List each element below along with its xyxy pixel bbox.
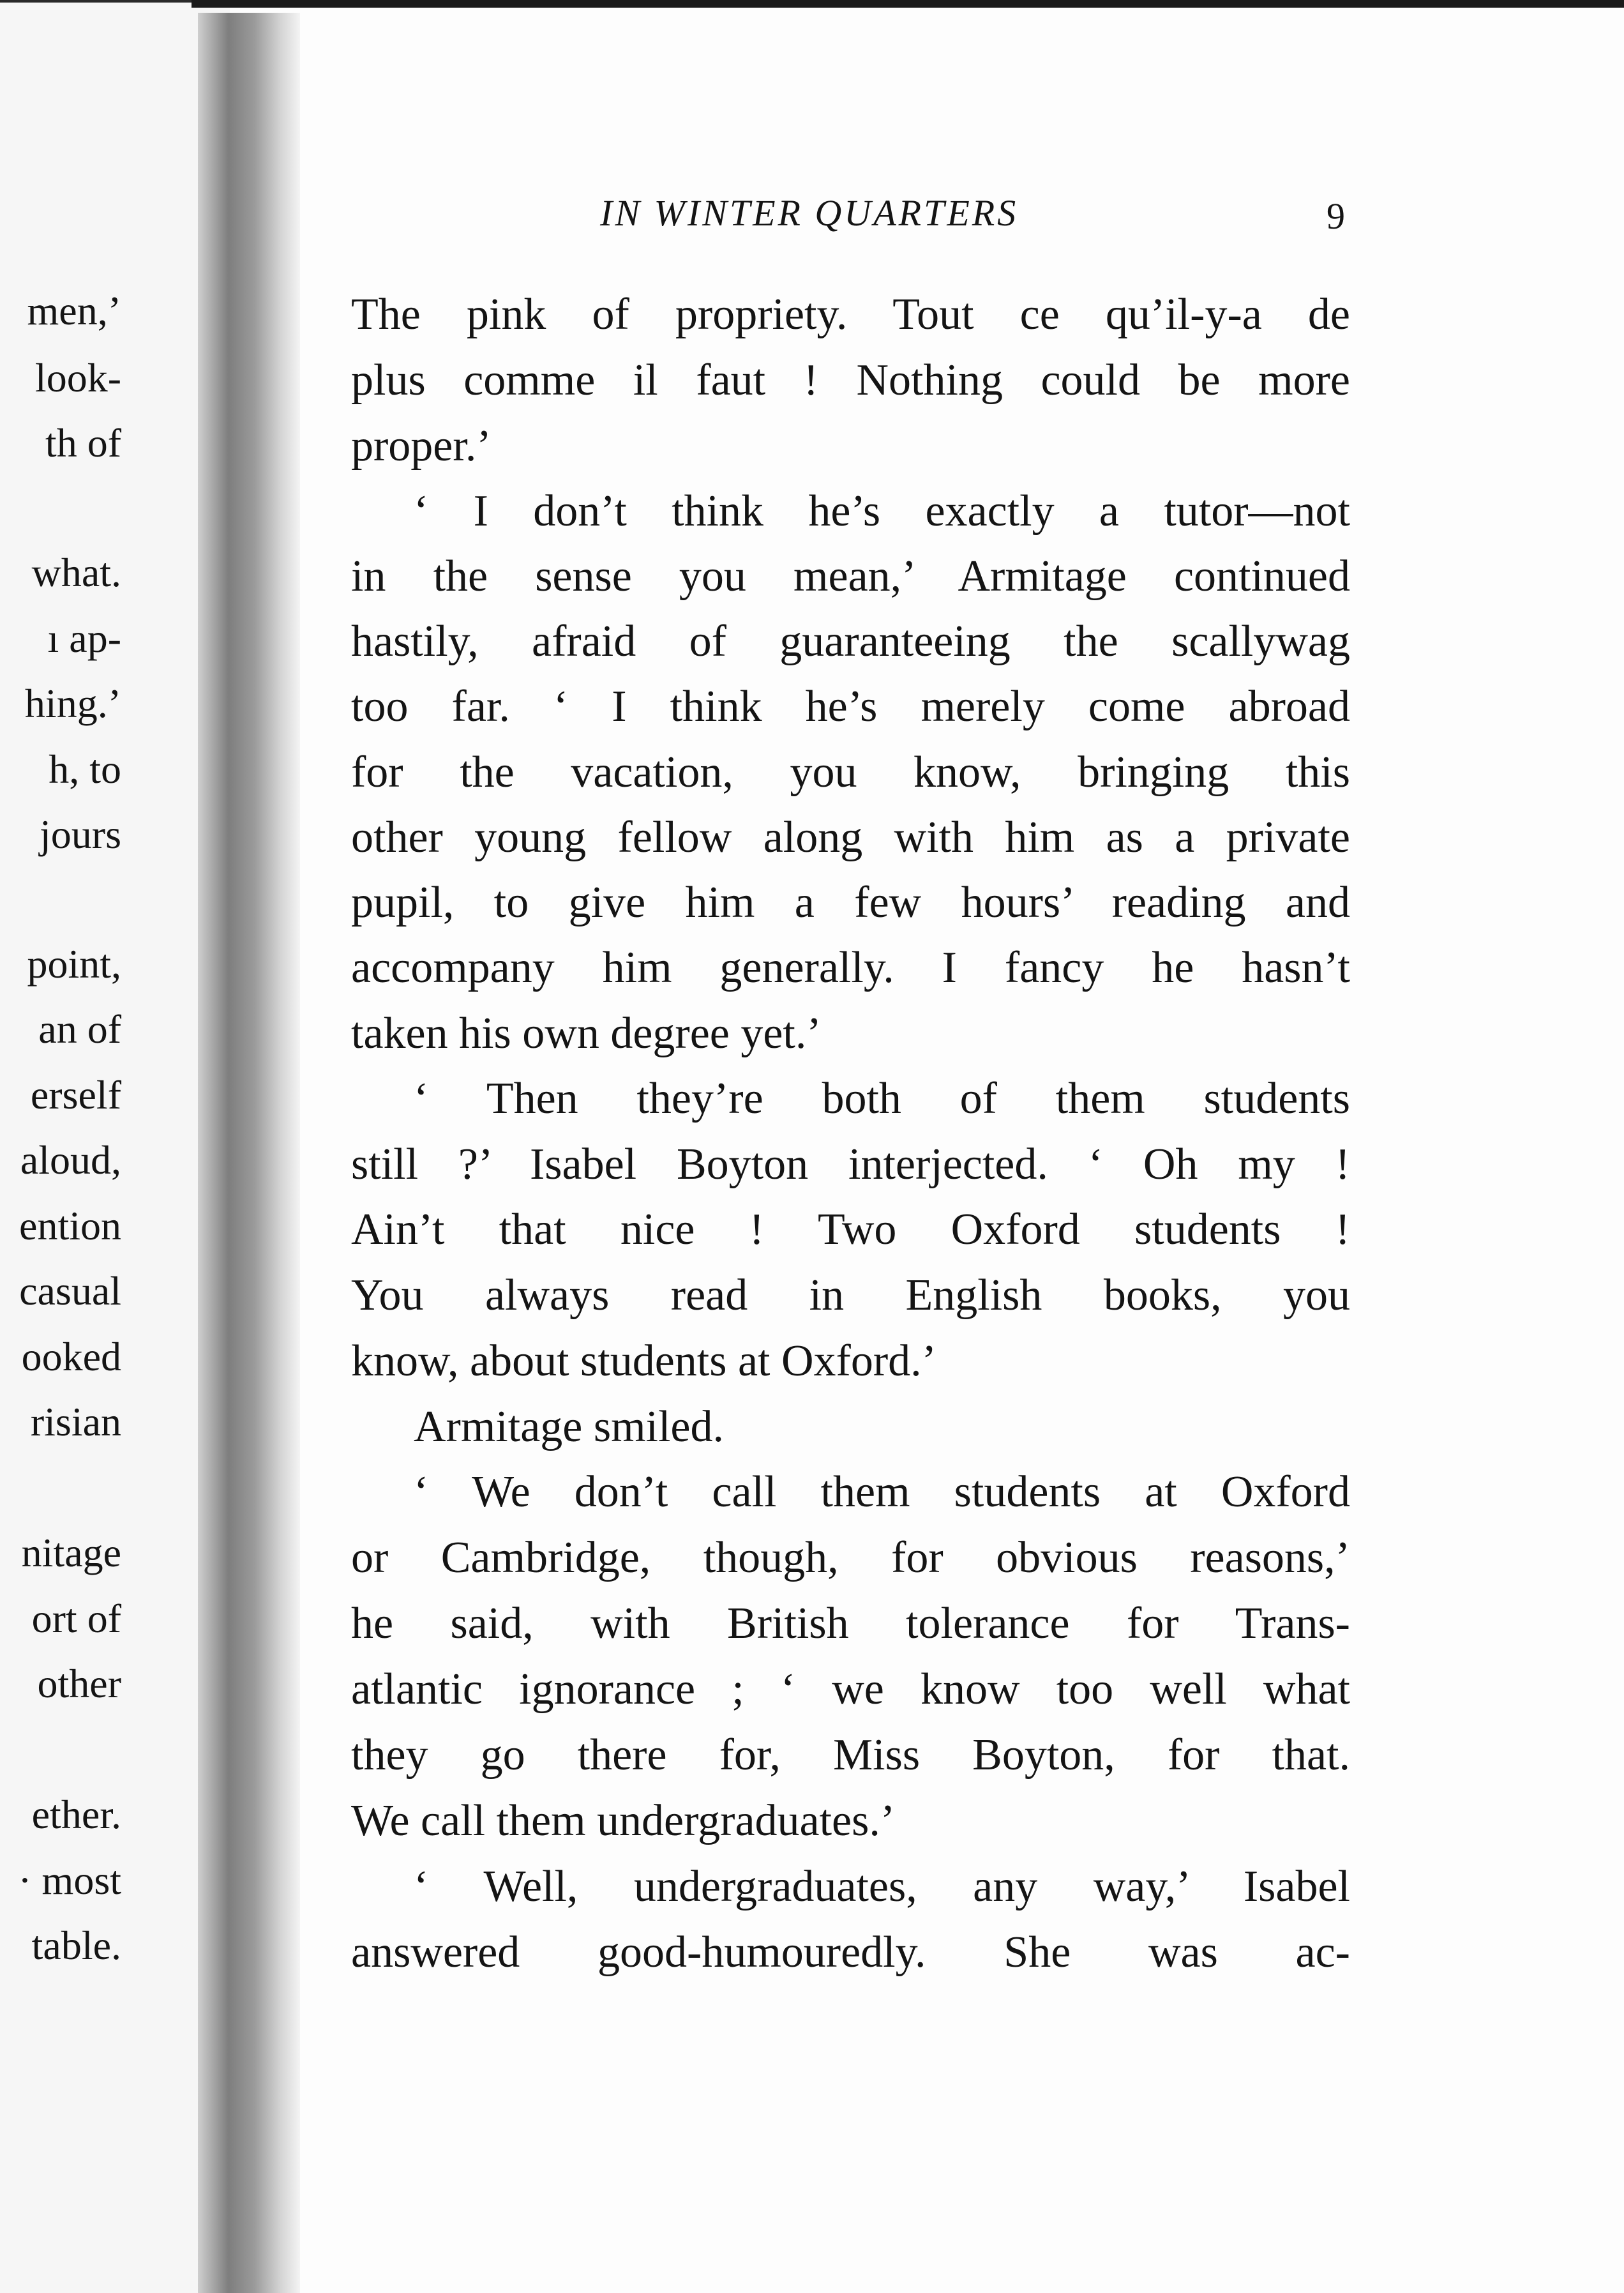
text-line: taken his own degree yet.’ — [351, 1009, 822, 1058]
text-line: they go there for, Miss Boyton, for that. — [351, 1730, 1350, 1780]
text-line: for the vacation, you know, bringing this — [351, 748, 1350, 797]
left-page — [0, 0, 230, 2293]
left-line-fragment: · most — [18, 1858, 121, 1903]
left-line-fragment: th of — [45, 420, 121, 465]
text-line: hastily, afraid of guaranteeing the scallywag — [351, 617, 1350, 666]
left-line-fragment: ention — [19, 1203, 121, 1248]
text-line: ‘ Then they’re both of them students — [414, 1074, 1350, 1123]
text-line: answered good-humouredly. She was ac- — [351, 1928, 1350, 1977]
text-line: Armitage smiled. — [414, 1402, 725, 1451]
left-line-fragment: men,’ — [27, 288, 121, 333]
text-line: ‘ We don’t call them students at Oxford — [414, 1467, 1350, 1517]
left-line-fragment: ooked — [21, 1334, 121, 1379]
text-line: plus comme il faut ! Nothing could be more — [351, 356, 1350, 405]
left-line-fragment: ether. — [31, 1792, 121, 1837]
text-line: other young fellow along with him as a private — [351, 813, 1350, 862]
text-line: too far. ‘ I think he’s merely come abroad — [351, 682, 1350, 731]
left-line-fragment: hing.’ — [24, 681, 121, 726]
text-line: ‘ Well, undergraduates, any way,’ Isabel — [414, 1862, 1350, 1911]
running-head: IN WINTER QUARTERS — [600, 192, 1019, 234]
left-line-fragment: h, to — [49, 746, 121, 792]
left-line-fragment: table. — [31, 1923, 121, 1968]
left-line-fragment: ı ap- — [47, 616, 121, 661]
text-line: ‘ I don’t think he’s exactly a tutor—not — [414, 487, 1350, 536]
text-line: You always read in English books, you — [351, 1271, 1350, 1320]
left-line-fragment: other — [37, 1661, 121, 1706]
left-line-fragment: erself — [30, 1072, 121, 1117]
left-line-fragment: casual — [19, 1268, 121, 1313]
left-line-fragment: look- — [34, 355, 121, 400]
text-line: accompany him generally. I fancy he hasn’t — [351, 943, 1350, 992]
text-line: know, about students at Oxford.’ — [351, 1336, 936, 1386]
text-line: proper.’ — [351, 421, 492, 471]
page-number: 9 — [1327, 195, 1345, 237]
book-gutter-shadow — [198, 13, 300, 2293]
text-line: pupil, to give him a few hours’ reading and — [351, 878, 1350, 927]
left-line-fragment: aloud, — [20, 1137, 121, 1183]
text-line: atlantic ignorance ; ‘ we know too well what — [351, 1665, 1350, 1714]
left-line-fragment: an of — [38, 1006, 121, 1052]
left-line-fragment: jours — [40, 812, 121, 857]
left-line-fragment: point, — [27, 941, 121, 987]
page-top-border — [192, 0, 1624, 8]
text-line: in the sense you mean,’ Armitage continued — [351, 552, 1350, 601]
left-line-fragment: risian — [30, 1399, 121, 1444]
text-line: he said, with British tolerance for Trans- — [351, 1599, 1350, 1648]
text-line: The pink of propriety. Tout ce qu’il-y-a de — [351, 290, 1350, 339]
left-line-fragment: what. — [31, 550, 121, 595]
text-line: or Cambridge, though, for obvious reasons,’ — [351, 1533, 1350, 1582]
page-edge-line — [0, 0, 204, 3]
left-line-fragment: nitage — [21, 1530, 121, 1575]
text-line: We call them undergraduates.’ — [351, 1796, 896, 1845]
text-line: Ain’t that nice ! Two Oxford students ! — [351, 1205, 1350, 1254]
text-line: still ?’ Isabel Boyton interjected. ‘ Oh my ! — [351, 1140, 1350, 1189]
left-line-fragment: ort of — [31, 1596, 121, 1641]
